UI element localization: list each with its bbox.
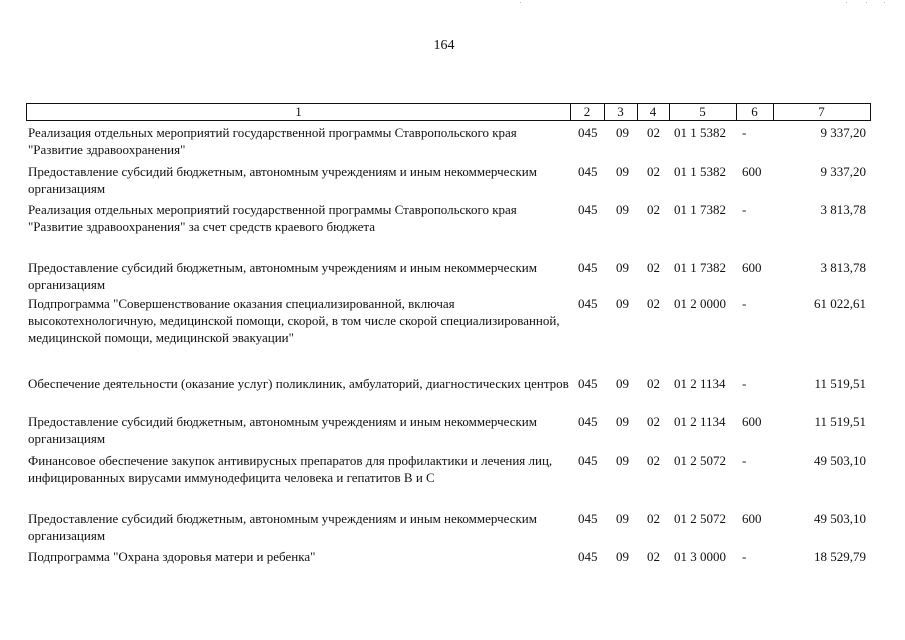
row-description: Реализация отдельных мероприятий государственной программы Ставропольского края "Развитие здравоохранения" — [28, 125, 517, 157]
row-code-ministry: 045 — [578, 414, 598, 429]
row-expense-type: - — [742, 125, 747, 140]
row-target-article: 01 2 1134 — [674, 414, 726, 429]
row-subsection: 02 — [647, 164, 660, 179]
header-col-5: 5 — [669, 103, 737, 121]
header-col-3: 3 — [604, 103, 638, 121]
row-code-ministry: 045 — [578, 125, 598, 140]
row-description: Предоставление субсидий бюджетным, автономным учреждениям и иным некоммерческим организациям — [28, 414, 537, 446]
row-amount: 49 503,10 — [814, 453, 866, 468]
row-amount: 11 519,51 — [814, 414, 866, 429]
header-col-6: 6 — [736, 103, 774, 121]
row-code-ministry: 045 — [578, 260, 598, 275]
header-col-4: 4 — [637, 103, 670, 121]
row-code-ministry: 045 — [578, 164, 598, 179]
row-expense-type: - — [742, 296, 747, 311]
scan-speck — [520, 2, 521, 3]
row-amount: 3 813,78 — [820, 202, 866, 217]
row-expense-type: 600 — [742, 511, 762, 526]
row-expense-type: - — [742, 453, 747, 468]
row-expense-type: - — [742, 376, 747, 391]
scan-speck — [884, 2, 885, 3]
row-target-article: 01 2 5072 — [674, 511, 726, 526]
row-amount: 9 337,20 — [820, 164, 866, 179]
row-expense-type: - — [742, 202, 747, 217]
row-section: 09 — [616, 453, 629, 468]
row-target-article: 01 2 5072 — [674, 453, 726, 468]
header-col-7: 7 — [773, 103, 871, 121]
row-code-ministry: 045 — [578, 376, 598, 391]
row-section: 09 — [616, 164, 629, 179]
row-target-article: 01 3 0000 — [674, 549, 726, 564]
row-section: 09 — [616, 202, 629, 217]
row-expense-type: 600 — [742, 260, 762, 275]
row-description: Предоставление субсидий бюджетным, автономным учреждениям и иным некоммерческим организациям — [28, 511, 537, 543]
row-description: Финансовое обеспечение закупок антивирусных препаратов для профилактики и лечения лиц, инфицированных вирусами иммунодефицита человека и гепатитов В и С — [28, 453, 553, 485]
page-number: 164 — [433, 38, 455, 53]
row-amount: 61 022,61 — [814, 296, 866, 311]
row-amount: 49 503,10 — [814, 511, 866, 526]
row-expense-type: 600 — [742, 414, 762, 429]
header-col-2: 2 — [570, 103, 605, 121]
row-amount: 18 529,79 — [814, 549, 866, 564]
row-expense-type: 600 — [742, 164, 762, 179]
row-target-article: 01 2 1134 — [674, 376, 726, 391]
row-subsection: 02 — [647, 296, 660, 311]
row-section: 09 — [616, 260, 629, 275]
row-section: 09 — [616, 511, 629, 526]
row-subsection: 02 — [647, 376, 660, 391]
row-target-article: 01 1 7382 — [674, 202, 726, 217]
row-subsection: 02 — [647, 125, 660, 140]
row-section: 09 — [616, 125, 629, 140]
row-code-ministry: 045 — [578, 296, 598, 311]
row-code-ministry: 045 — [578, 549, 598, 564]
row-amount: 9 337,20 — [820, 125, 866, 140]
row-section: 09 — [616, 549, 629, 564]
row-subsection: 02 — [647, 549, 660, 564]
row-subsection: 02 — [647, 511, 660, 526]
scan-speck — [846, 2, 847, 3]
row-subsection: 02 — [647, 414, 660, 429]
row-target-article: 01 1 5382 — [674, 164, 726, 179]
row-section: 09 — [616, 414, 629, 429]
row-subsection: 02 — [647, 453, 660, 468]
row-target-article: 01 2 0000 — [674, 296, 726, 311]
row-code-ministry: 045 — [578, 453, 598, 468]
row-description: Предоставление субсидий бюджетным, автономным учреждениям и иным некоммерческим организациям — [28, 164, 537, 196]
row-description: Реализация отдельных мероприятий государственной программы Ставропольского края "Развитие здравоохранения" за счет средств краевого бюджета — [28, 202, 517, 234]
row-section: 09 — [616, 376, 629, 391]
row-target-article: 01 1 5382 — [674, 125, 726, 140]
scan-speck — [866, 2, 867, 3]
row-description: Предоставление субсидий бюджетным, автономным учреждениям и иным некоммерческим организациям — [28, 260, 537, 292]
row-target-article: 01 1 7382 — [674, 260, 726, 275]
row-amount: 3 813,78 — [820, 260, 866, 275]
row-subsection: 02 — [647, 202, 660, 217]
row-amount: 11 519,51 — [814, 376, 866, 391]
row-code-ministry: 045 — [578, 202, 598, 217]
row-code-ministry: 045 — [578, 511, 598, 526]
row-description: Подпрограмма "Охрана здоровья матери и ребенка" — [28, 549, 316, 564]
row-section: 09 — [616, 296, 629, 311]
row-description: Обеспечение деятельности (оказание услуг) поликлиник, амбулаторий, диагностических центров — [28, 376, 569, 391]
row-description: Подпрограмма "Совершенствование оказания специализированной, включая высокотехнологичную, медицинской помощи, скорой, в том числе скорой специализированной, медицинской помощи, медицинской эвакуации" — [28, 296, 560, 345]
header-col-1: 1 — [26, 103, 571, 121]
row-expense-type: - — [742, 549, 747, 564]
row-subsection: 02 — [647, 260, 660, 275]
